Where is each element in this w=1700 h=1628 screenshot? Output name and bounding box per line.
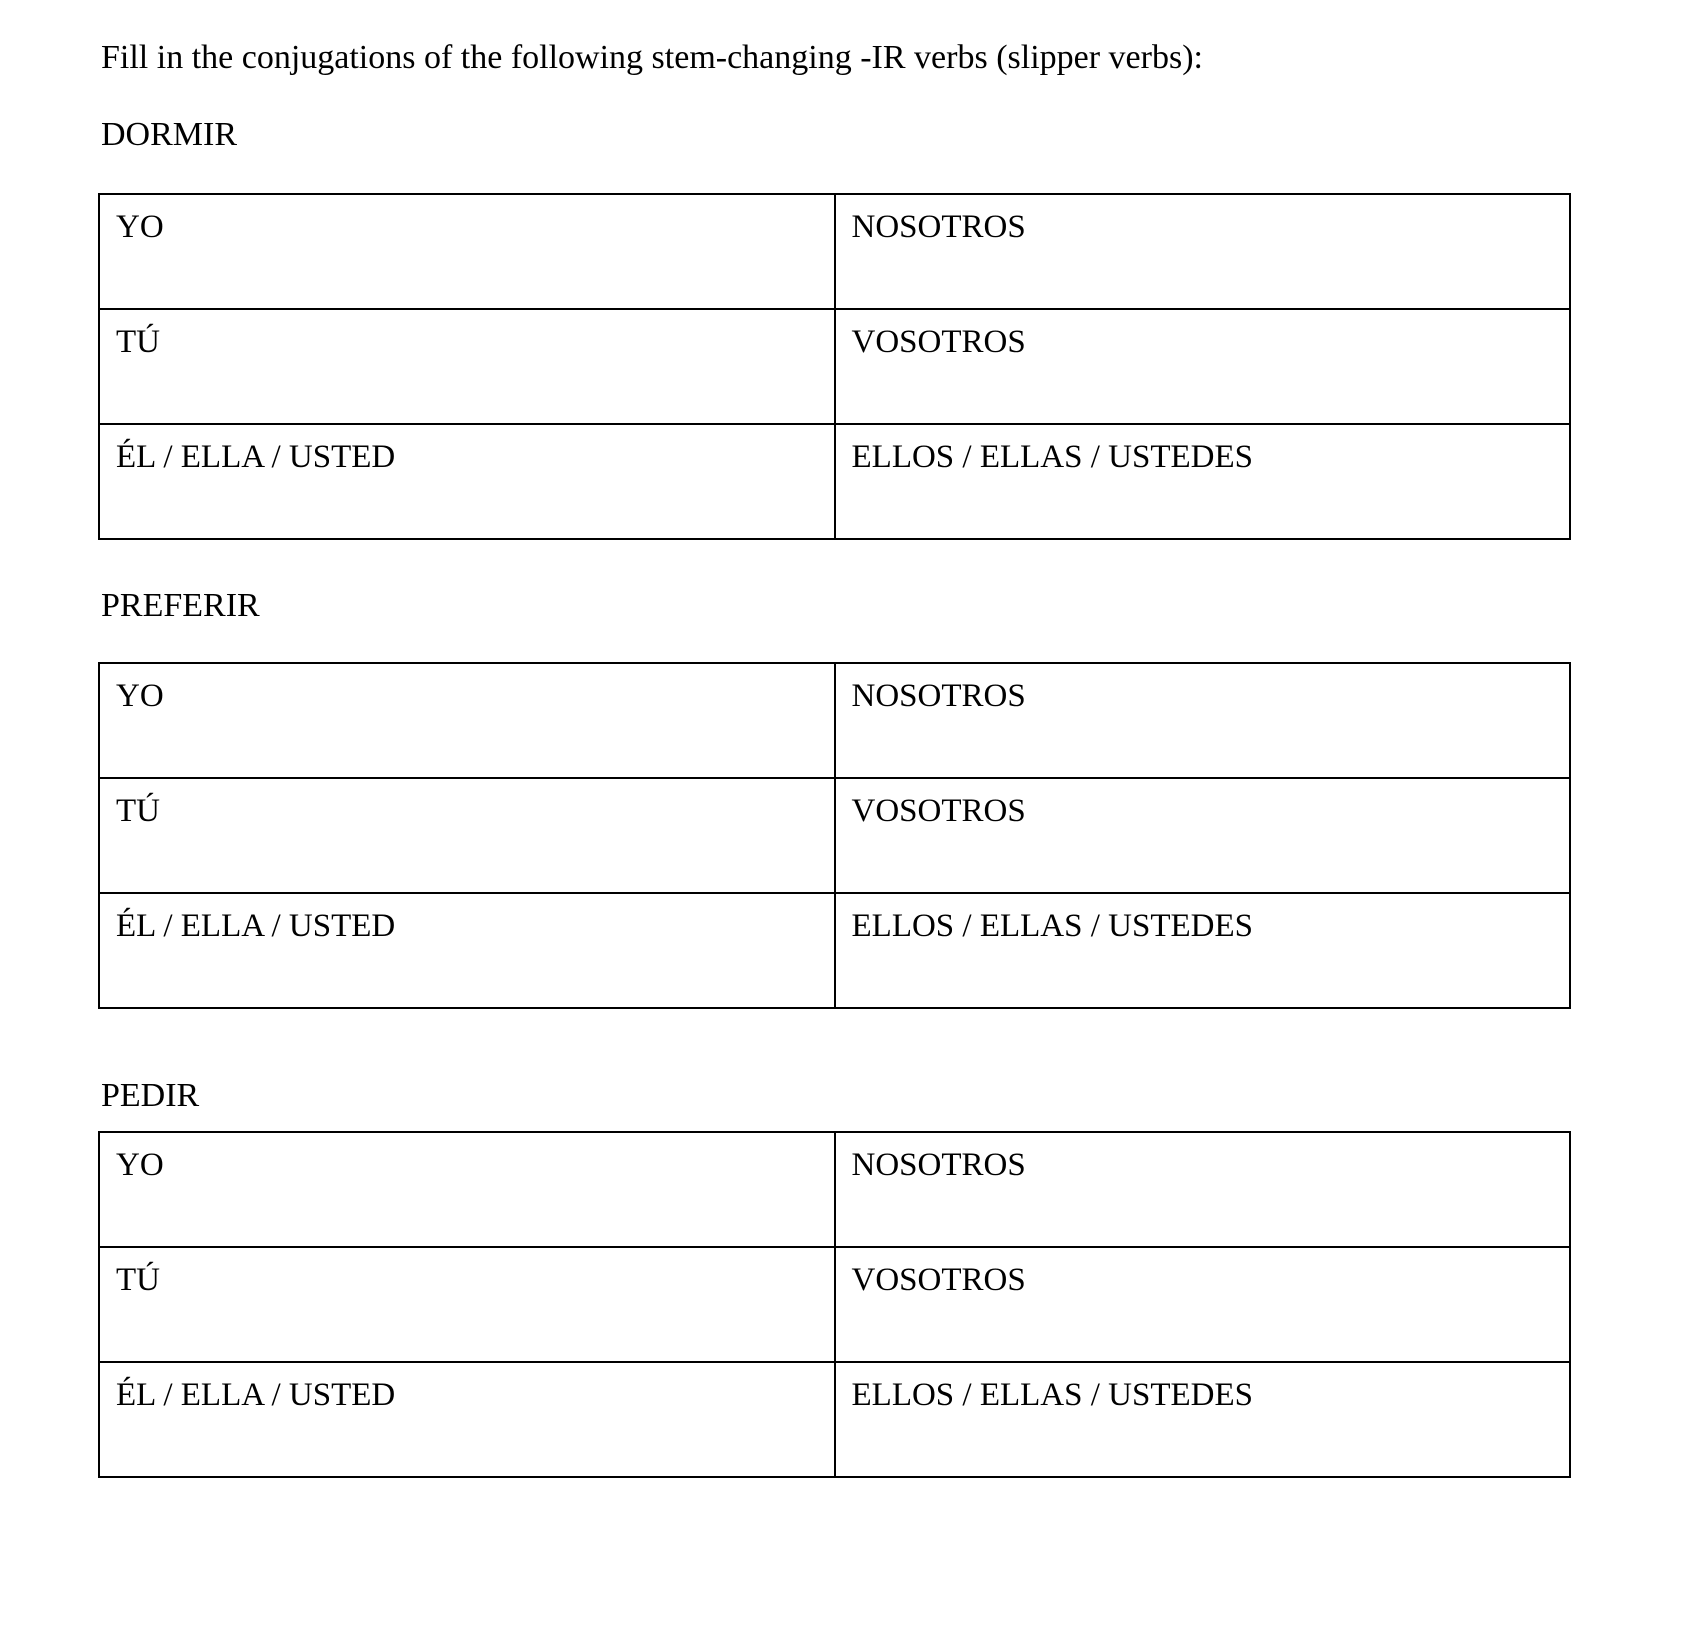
cell-label: NOSOTROS (851, 1147, 1026, 1183)
cell-label: VOSOTROS (851, 1262, 1026, 1298)
cell-label: YO (116, 1147, 164, 1183)
cell-label: NOSOTROS (851, 209, 1026, 245)
cell-label: VOSOTROS (851, 324, 1026, 360)
conjugation-table-pedir (98, 1131, 1571, 1478)
verb-title-pedir: PEDIR (101, 1077, 200, 1114)
cell-label: ELLOS / ELLAS / USTEDES (851, 439, 1253, 475)
cell-label: YO (116, 209, 164, 245)
cell-el-ella-usted[interactable] (99, 1362, 835, 1477)
table-row (99, 309, 1570, 424)
cell-ellos-ellas-ustedes[interactable] (835, 1362, 1571, 1477)
cell-label: ÉL / ELLA / USTED (116, 908, 396, 944)
cell-nosotros[interactable] (835, 663, 1571, 778)
conjugation-table-preferir (98, 662, 1571, 1009)
verb-title-preferir: PREFERIR (101, 587, 260, 624)
cell-vosotros[interactable] (835, 778, 1571, 893)
cell-label: ELLOS / ELLAS / USTEDES (851, 908, 1253, 944)
table-row (99, 1362, 1570, 1477)
instructions: Fill in the conjugations of the following stem-changing -IR verbs (slipper verbs): (101, 39, 1203, 76)
cell-vosotros[interactable] (835, 309, 1571, 424)
table-row (99, 1132, 1570, 1247)
cell-tu[interactable] (99, 1247, 835, 1362)
cell-label: TÚ (116, 1262, 160, 1298)
cell-label: ÉL / ELLA / USTED (116, 1377, 396, 1413)
cell-label: TÚ (116, 793, 160, 829)
cell-label: ÉL / ELLA / USTED (116, 439, 396, 475)
cell-label: ELLOS / ELLAS / USTEDES (851, 1377, 1253, 1413)
cell-tu[interactable] (99, 778, 835, 893)
cell-label: YO (116, 678, 164, 714)
table-row (99, 663, 1570, 778)
cell-label: VOSOTROS (851, 793, 1026, 829)
cell-el-ella-usted[interactable] (99, 424, 835, 539)
cell-el-ella-usted[interactable] (99, 893, 835, 1008)
table-row (99, 194, 1570, 309)
table-row (99, 893, 1570, 1008)
table-row (99, 424, 1570, 539)
cell-label: NOSOTROS (851, 678, 1026, 714)
table-row (99, 1247, 1570, 1362)
cell-yo[interactable] (99, 1132, 835, 1247)
cell-ellos-ellas-ustedes[interactable] (835, 893, 1571, 1008)
cell-ellos-ellas-ustedes[interactable] (835, 424, 1571, 539)
conjugation-table-dormir (98, 193, 1571, 540)
table-row (99, 778, 1570, 893)
cell-yo[interactable] (99, 194, 835, 309)
cell-nosotros[interactable] (835, 1132, 1571, 1247)
verb-title-dormir: DORMIR (101, 116, 238, 153)
cell-nosotros[interactable] (835, 194, 1571, 309)
cell-vosotros[interactable] (835, 1247, 1571, 1362)
cell-tu[interactable] (99, 309, 835, 424)
cell-yo[interactable] (99, 663, 835, 778)
cell-label: TÚ (116, 324, 160, 360)
